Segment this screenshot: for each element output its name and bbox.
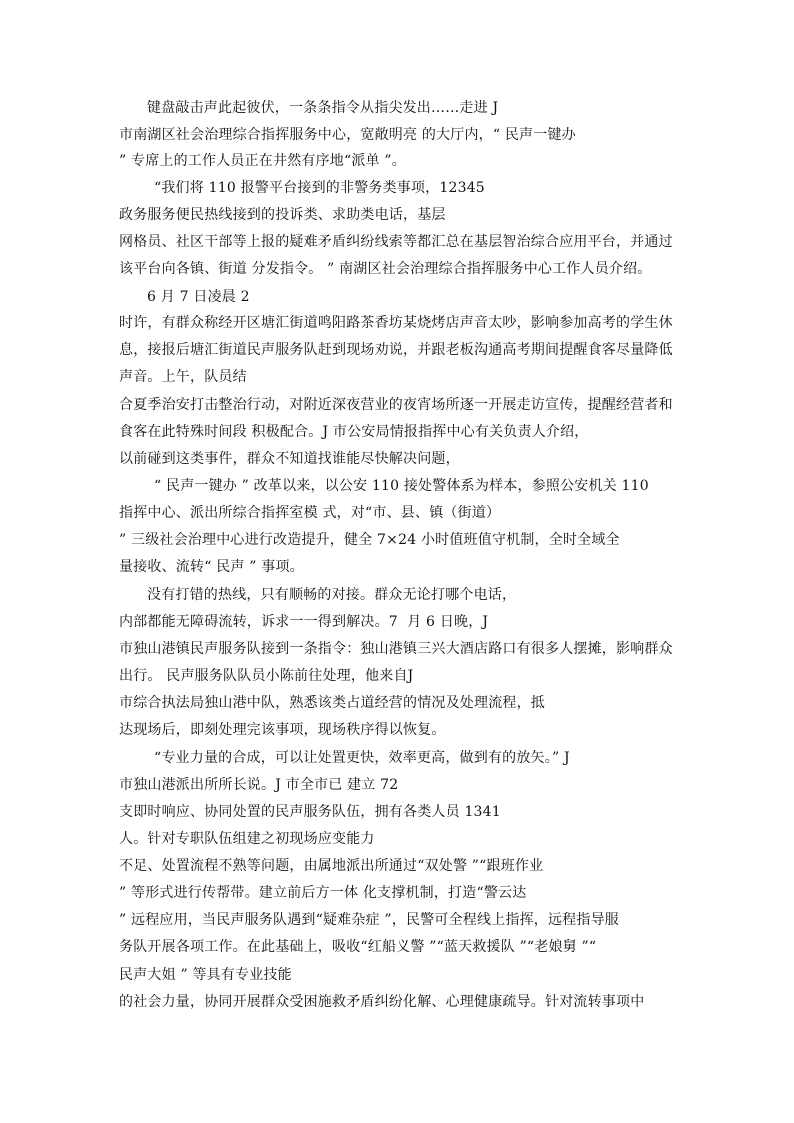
paragraph-line: 支即时响应、协同处置的民声服务队伍，拥有各类人员 1341	[119, 804, 501, 820]
paragraph-line: ” 等形式进行传帮带。建立前后方一体 化支撑机制，打造“警云达	[119, 885, 527, 901]
paragraph-line: 键盘敲击声此起彼伏，一条条指令从指尖发出……走进 J	[147, 100, 499, 116]
paragraph-line: 合夏季治安打击整治行动，对附近深夜营业的夜宵场所逐一开展走访宣传，提醒经营者和	[119, 397, 673, 413]
paragraph-line: “我们将 110 报警平台接到的非警务类事项，12345	[154, 180, 485, 196]
paragraph-line: “专业力量的合成，可以让处置更快，效率更高，做到有的放矢。” J	[154, 750, 570, 766]
paragraph-line: 以前碰到这类事件，群众不知道找谁能尽快解决问题，	[119, 451, 460, 467]
paragraph-line: 声音。上午，队员结	[119, 369, 247, 385]
paragraph-line: 的社会力量，协同开展群众受困施救矛盾纠纷化解、心理健康疏导。针对流转事项中	[119, 994, 645, 1010]
paragraph-line: 政务服务便民热线接到的投诉类、求助类电话，基层	[119, 207, 446, 223]
paragraph-line: “ 民声一键办 ” 改革以来，以公安 110 接处警体系为样本，参照公安机关 110	[154, 478, 649, 494]
paragraph-line: 没有打错的热线，只有顺畅的对接。群众无论打哪个电话，	[147, 587, 517, 603]
paragraph-line: 市独山港镇民声服务队接到一条指令：独山港镇三兴大酒店路口有很多人摆摊，影响群众	[119, 641, 673, 657]
paragraph-line: 市南湖区社会治理综合指挥服务中心，宽敞明亮 的大厅内，“ 民声一键办	[119, 127, 576, 143]
paragraph-line: 时许，有群众称经开区塘汇街道鸣阳路茶香坊某烧烤店声音太吵，影响参加高考的学生休	[119, 315, 673, 331]
paragraph-line: 人。针对专职队伍组建之初现场应变能力	[119, 831, 375, 847]
paragraph-line: 食客在此特殊时间段 积极配合。J 市公安局情报指挥中心有关负责人介绍，	[119, 424, 589, 440]
paragraph-line: 6 月 7 日凌晨 2	[147, 289, 250, 305]
paragraph-line: ” 三级社会治理中心进行改造提升，健全 7×24 小时值班值守机制，全时全域全	[119, 532, 620, 548]
paragraph-line: 该平台向各镇、街道 分发指令。 ” 南湖区社会治理综合指挥服务中心工作人员介绍。	[119, 261, 652, 277]
paragraph-line: 出行。 民声服务队队员小陈前往处理，他来自J	[119, 668, 414, 684]
paragraph-line: 网格员、社区干部等上报的疑难矛盾纠纷线索等都汇总在基层智治综合应用平台，并通过	[119, 234, 673, 250]
paragraph-line: 指挥中心、派出所综合指挥室模 式，对“市、县、镇（街道）	[119, 505, 501, 521]
paragraph-line: 内部都能无障碍流转，诉求一一得到解决。7 月 6 日晚，J	[119, 614, 489, 630]
paragraph-line: 务队开展各项工作。在此基础上，吸收“红船义警 ”“蓝天救援队 ”“老娘舅 ”“	[119, 939, 597, 955]
paragraph-line: ” 专席上的工作人员正在井然有序地“派单 ”。	[119, 153, 406, 169]
paragraph-line: ” 远程应用，当民声服务队遇到“疑难杂症 ”，民警可全程线上指挥，远程指导服	[119, 912, 619, 928]
paragraph-line: 达现场后，即刻处理完该事项，现场秩序得以恢复。	[119, 722, 446, 738]
paragraph-line: 量接收、流转“ 民声 ” 事项。	[119, 559, 304, 575]
paragraph-line: 市独山港派出所所长说。J 市全市已 建立 72	[119, 777, 399, 793]
paragraph-line: 民声大姐 ” 等具有专业技能	[119, 967, 292, 983]
paragraph-line: 市综合执法局独山港中队，熟悉该类占道经营的情况及处理流程，抵	[119, 695, 545, 711]
paragraph-line: 息，接报后塘汇街道民声服务队赶到现场劝说，并跟老板沟通高考期间提醒食客尽量降低	[119, 342, 673, 358]
paragraph-line: 不足、处置流程不熟等问题，由属地派出所通过“双处警 ”“跟班作业	[119, 858, 544, 874]
